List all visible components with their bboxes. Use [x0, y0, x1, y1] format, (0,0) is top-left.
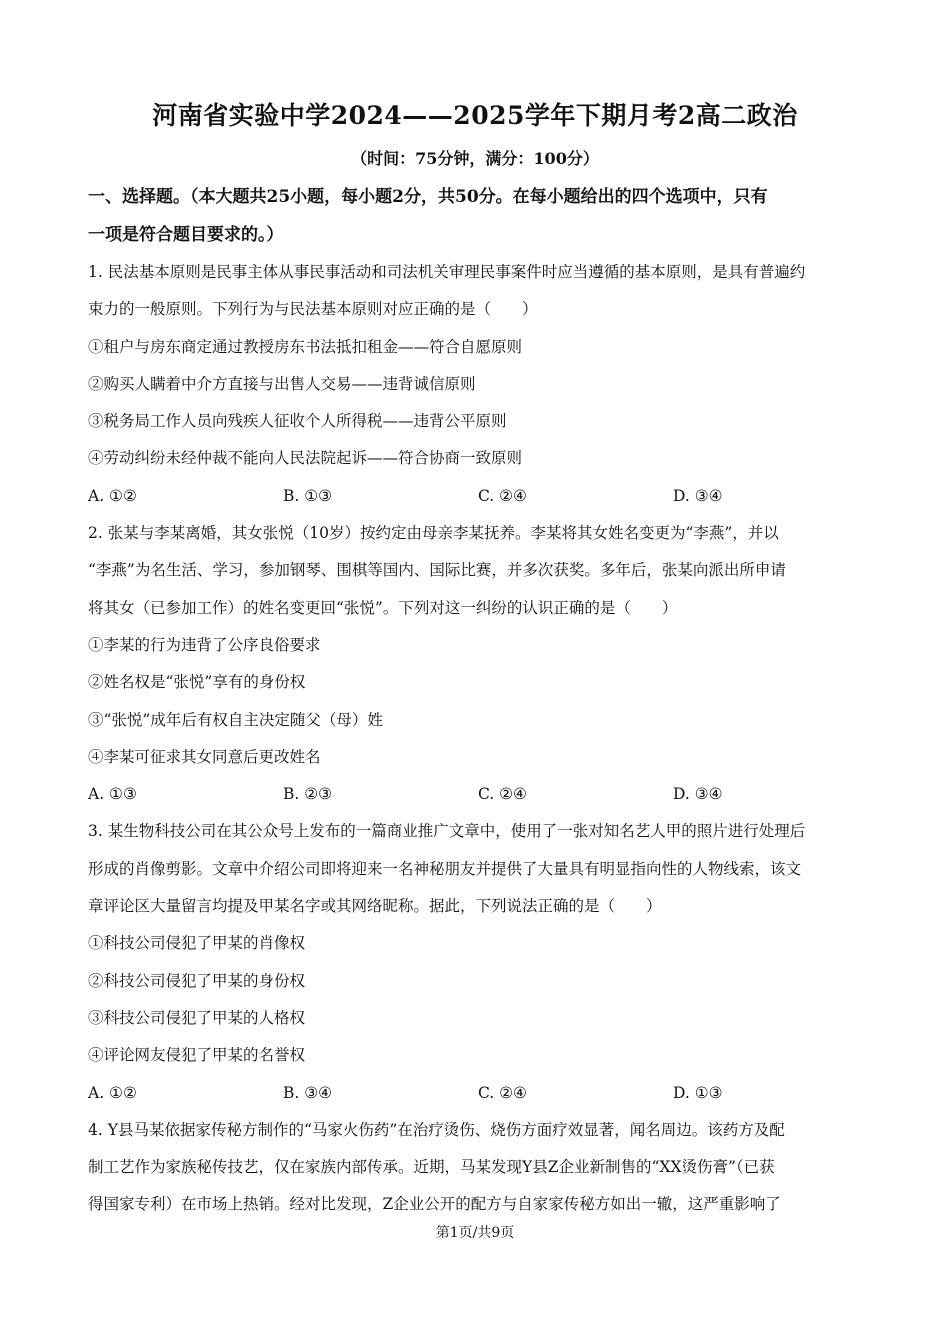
- question-item: ④评论网友侵犯了甲某的名誉权: [88, 1046, 306, 1065]
- option-b: B. ①③: [283, 486, 333, 505]
- option-d: D. ③④: [673, 486, 723, 505]
- question-stem: 1. 民法基本原则是民事主体从事民事活动和司法机关审理民事案件时应当遵循的基本原则，是具有普遍约: [88, 263, 806, 281]
- exam-info: （时间：75分钟，满分：100分）: [351, 149, 599, 168]
- section-heading: 一、选择题。（本大题共25小题，每小题2分，共50分。在每小题给出的四个选项中，只有: [88, 187, 768, 207]
- option-a: A. ①②: [88, 1083, 137, 1102]
- option-b: B. ③④: [283, 1083, 333, 1102]
- question-stem: 束力的一般原则。下列行为与民法基本原则对应正确的是（ ）: [88, 300, 538, 319]
- option-a: A. ①②: [88, 486, 137, 505]
- answer-options: [88, 1075, 868, 1112]
- option-c: C. ②④: [478, 785, 527, 804]
- question-item: ④劳动纠纷未经仲裁不能向人民法院起诉——符合协商一致原则: [88, 449, 523, 468]
- option-d: D. ①③: [673, 1083, 723, 1102]
- question-3: [88, 813, 868, 1111]
- option-c: C. ②④: [478, 486, 527, 505]
- option-b: B. ②③: [283, 785, 333, 804]
- question-stem: 3. 某生物科技公司在其公众号上发布的一篇商业推广文章中，使用了一张对知名艺人甲的照片进行处理后: [88, 822, 806, 841]
- question-stem: 将其女（已参加工作）的姓名变更回“张悦”。下列对这一纠纷的认识正确的是（ ）: [88, 598, 678, 617]
- section-heading: 一项是符合题目要求的。）: [88, 225, 284, 245]
- question-item: ④李某可征求其女同意后更改姓名: [88, 747, 321, 766]
- question-stem: 制工艺作为家族秘传技艺，仅在家族内部传承。近期，马某发现Y县Z企业新制售的“XX烫伤膏”（已获: [88, 1158, 775, 1177]
- question-2: [88, 515, 868, 813]
- question-item: ③科技公司侵犯了甲某的人格权: [88, 1008, 306, 1027]
- question-stem: 得国家专利）在市场上热销。经对比发现，Z企业公开的配方与自家家传秘方如出一辙，这严重影响了: [88, 1195, 781, 1214]
- question-stem: 章评论区大量留言均提及甲某名字或其网络昵称。据此，下列说法正确的是（ ）: [88, 897, 662, 916]
- answer-options: [88, 478, 868, 515]
- question-stem: 4. Y县马某依据家传秘方制作的“马家火伤药”在治疗烫伤、烧伤方面疗效显著，闻名周边。该药方及配: [88, 1120, 785, 1139]
- question-item: ②姓名权是“张悦”享有的身份权: [88, 673, 306, 692]
- page-number: 第1页/共9页: [435, 1225, 515, 1241]
- page-title: 河南省实验中学2024——2025学年下期月考2高二政治: [152, 101, 798, 130]
- question-4: [88, 1112, 868, 1224]
- option-c: C. ②④: [478, 1083, 527, 1102]
- question-item: ①租户与房东商定通过教授房东书法抵扣租金——符合自愿原则: [88, 337, 523, 356]
- question-item: ①李某的行为违背了公序良俗要求: [88, 635, 321, 654]
- question-item: ①科技公司侵犯了甲某的肖像权: [88, 934, 306, 953]
- answer-options: [88, 776, 868, 813]
- question-item: ③税务局工作人员向残疾人征收个人所得税——违背公平原则: [88, 412, 507, 431]
- question-stem: 形成的肖像剪影。文章中介绍公司即将迎来一名神秘朋友并提供了大量具有明显指向性的人物线索，该文: [88, 859, 802, 878]
- question-stem: 2. 张某与李某离婚，其女张悦（10岁）按约定由母亲李某抚养。李某将其女姓名变更为“李燕”，并以: [88, 524, 779, 543]
- question-item: ③“张悦”成年后有权自主决定随父（母）姓: [88, 710, 383, 729]
- question-1: [88, 254, 868, 515]
- option-a: A. ①③: [88, 785, 137, 804]
- question-stem: “李燕”为名生活、学习，参加钢琴、围棋等国内、国际比赛，并多次获奖。多年后，张某向派出所申请: [88, 561, 786, 580]
- document-body: [88, 178, 868, 1224]
- option-d: D. ③④: [673, 785, 723, 804]
- question-item: ②科技公司侵犯了甲某的身份权: [88, 971, 306, 990]
- question-item: ②购买人瞒着中介方直接与出售人交易——违背诚信原则: [88, 374, 476, 393]
